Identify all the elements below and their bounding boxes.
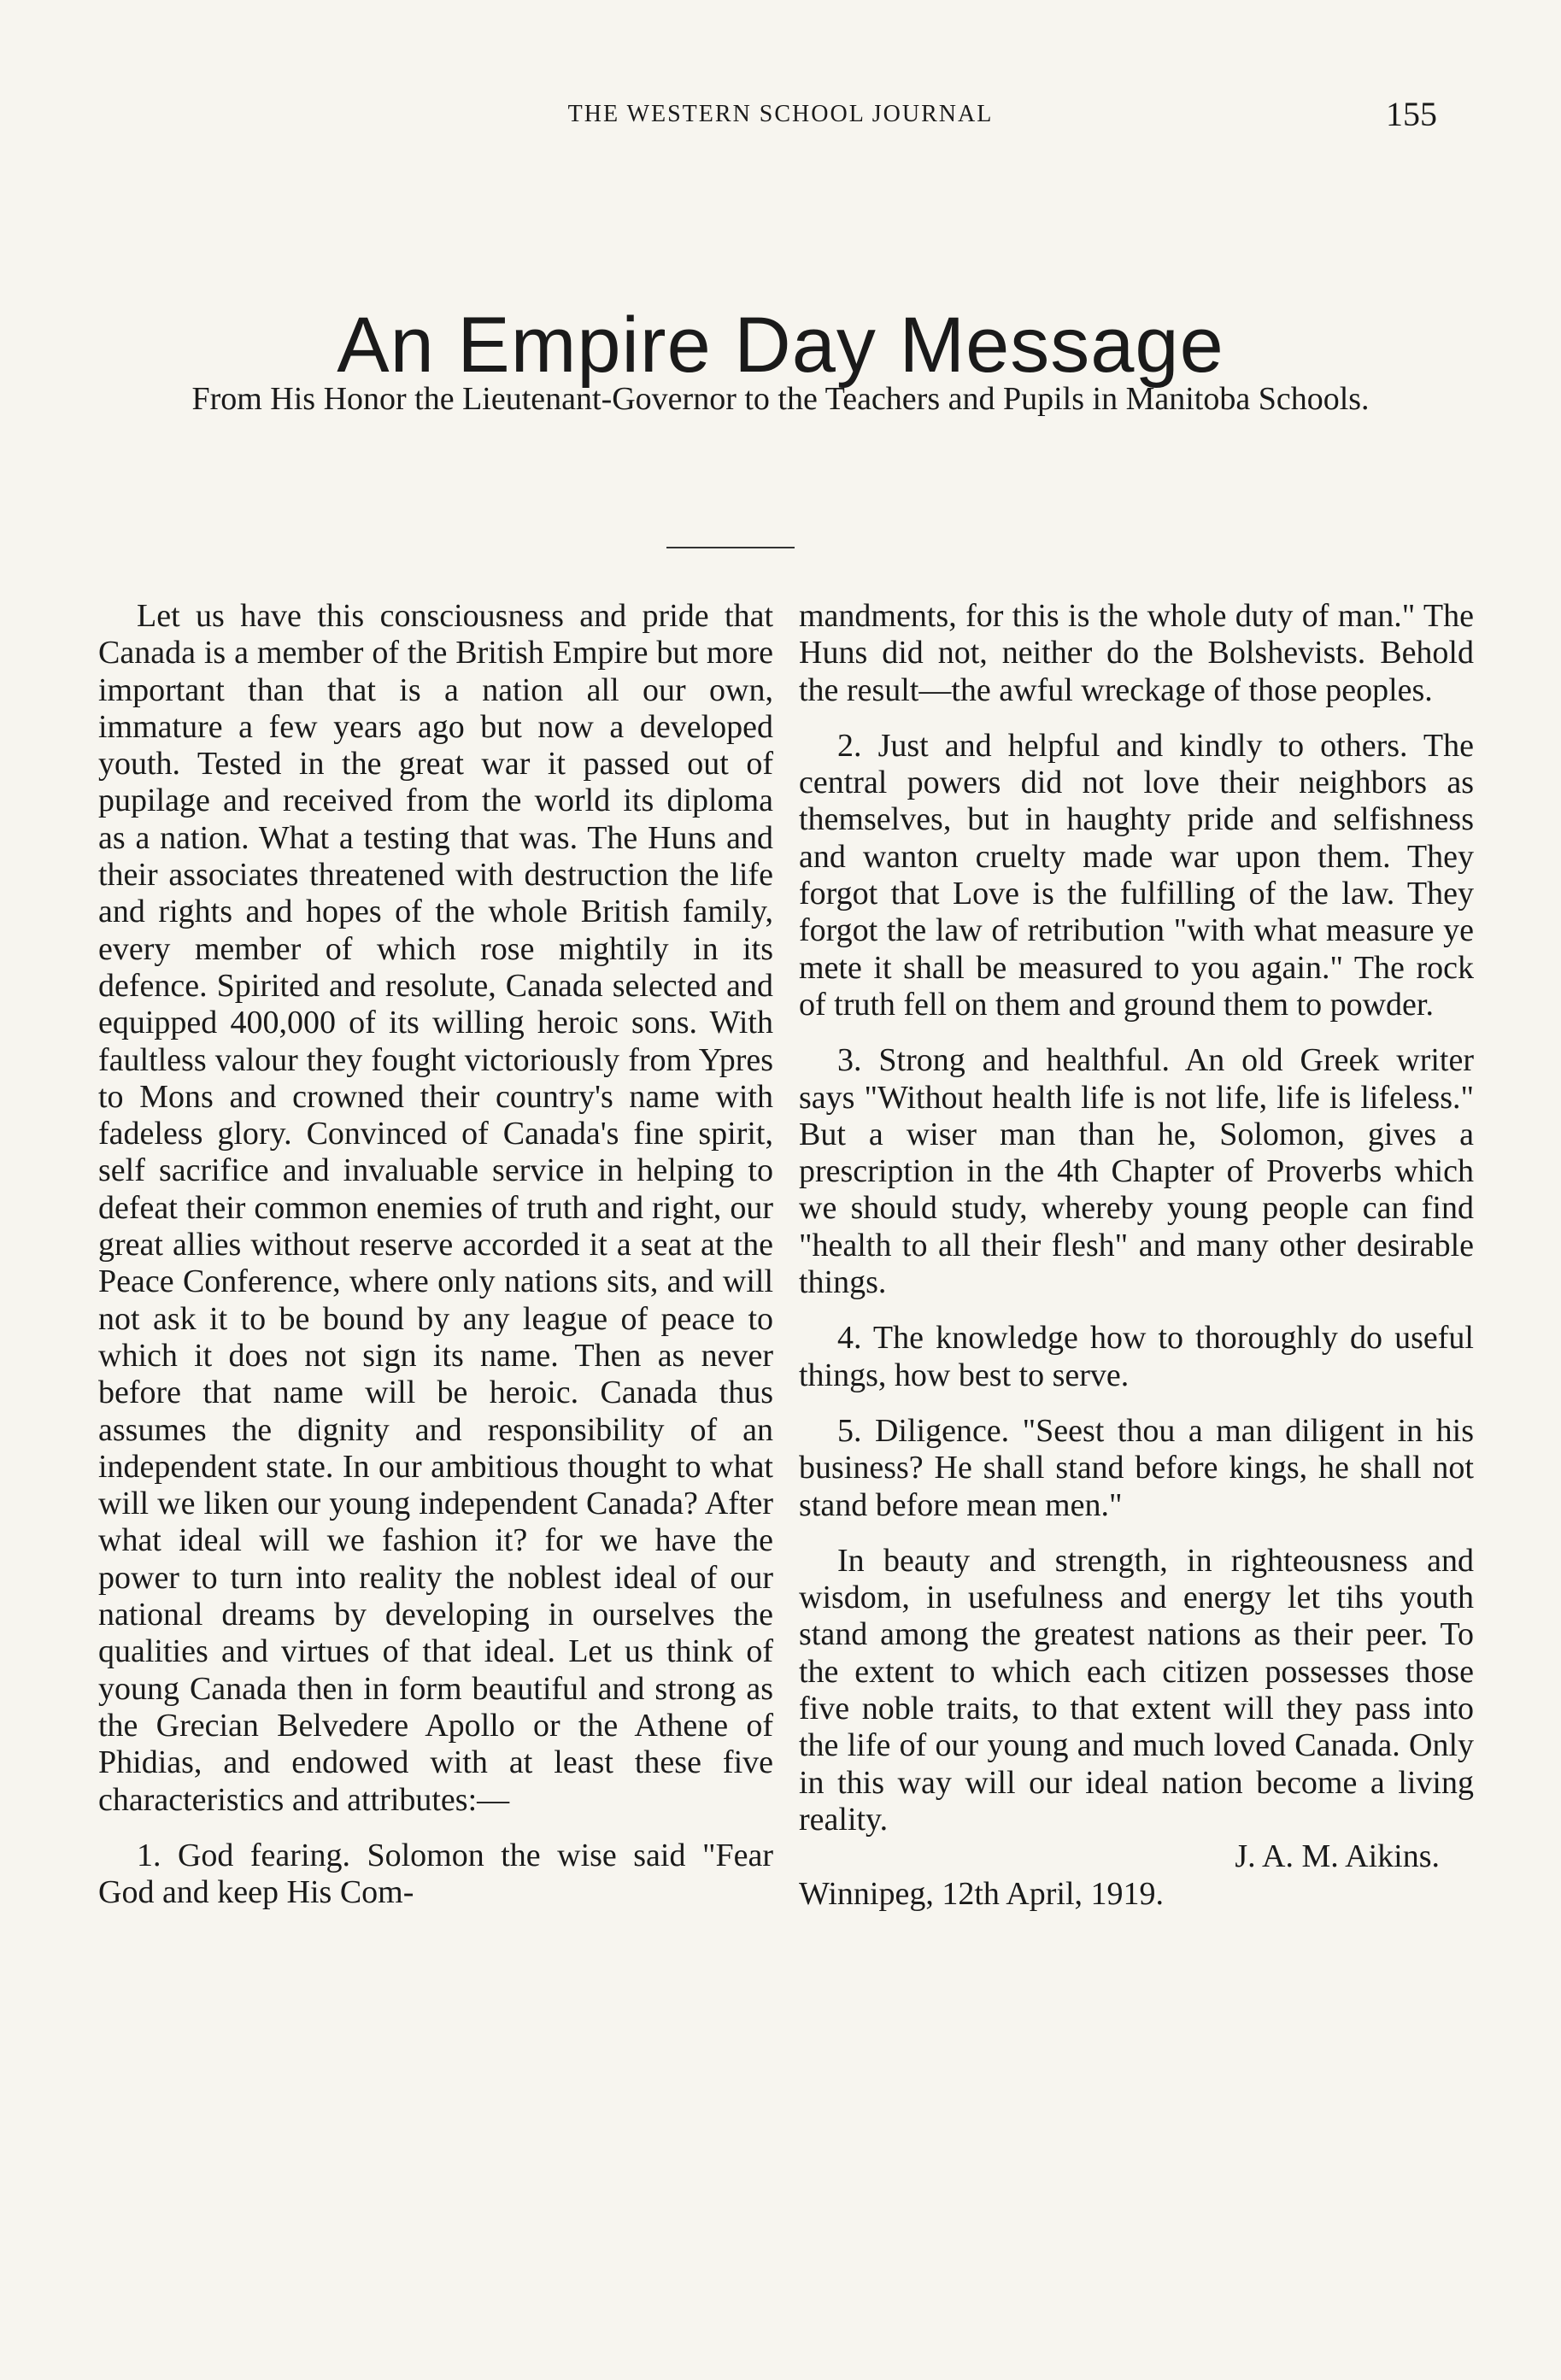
dateline: Winnipeg, 12th April, 1919. — [799, 1875, 1164, 1912]
running-head — [103, 95, 1458, 144]
body-paragraph: mandments, for this is the whole duty of man." The Huns did not, neither do the Bolshevists. Behold the result—the awful wreckage of those peoples. — [799, 598, 1474, 708]
body-paragraph: 4. The knowledge how to thoroughly do useful things, how best to serve. — [799, 1320, 1474, 1393]
article-subtitle: From His Honor the Lieutenant-Governor to the Teachers and Pupils in Manitoba Schools. — [191, 381, 1370, 417]
body-paragraph: 5. Diligence. "Seest thou a man diligent in his business? He shall stand before kings, he shall not stand before mean men." — [799, 1412, 1474, 1523]
left-column — [98, 598, 773, 1911]
body-paragraph: In beauty and strength, in righteousness and wisdom, in usefulness and energy let tihs youth stand among the greatest nations as their peer. To the extent to which each citizen possesses those five noble traits, to that extent will they pass into the life of our young and much loved Canada. Only in this way will our ideal nation become a living reality. — [799, 1542, 1474, 1838]
body-paragraph: 3. Strong and healthful. An old Greek writer says "Without health life is not life, life is lifeless." But a wiser man than he, Solomon, gives a prescription in the 4th Chapter of Proverbs which we should study, whereby young people can find "health to all their flesh" and many other desirable things. — [799, 1042, 1474, 1301]
article-title: An Empire Day Message — [337, 301, 1224, 389]
body-paragraph: Let us have this consciousness and pride that Canada is a member of the British Empire but more important than that is a nation all our own, immature a few years ago but now a developed youth. Tested in the great war it passed out of pupilage and received from the world its diploma as a nation. What a testing that was. The Huns and their associates threatened with destruction the life and rights and hopes of the whole British family, every member of which rose mightily in its defence. Spirited and resolute, Canada selected and equipped 400,000 of its willing heroic sons. With faultless valour they fought victoriously from Ypres to Mons and crowned their country's name with fadeless glory. Convinced of Canada's fine spirit, self sacrifice and invaluable service in helping to defeat their common enemies of truth and right, our great allies without reserve accorded it a seat at the Peace Conference, where only nations sits, and will not ask it to be bound by any league of peace to which it does not sign its name. Then as never before that name will be heroic. Canada thus assumes the dignity and responsibility of an independent state. In our ambitious thought to what will we liken our young independent Canada? After what ideal will we fashion it? for we have the power to turn into reality the noblest ideal of our national dreams by developing in ourselves the qualities and virtues of that ideal. Let us think of young Canada then in form beautiful and strong as the Grecian Belvedere Apollo or the Athene of Phidias, and endowed with at least these five characteristics and attributes:— — [98, 598, 773, 1818]
signature: J. A. M. Aikins. — [1235, 1838, 1440, 1875]
body-paragraph: 2. Just and helpful and kindly to others. The central powers did not love their neighbors as themselves, but in haughty pride and selfishness and wanton cruelty made war upon them. They forgot that Love is the fulfilling of the law. They forgot the law of retribution "with what measure ye mete it shall be measured to you again." The rock of truth fell on them and ground them to powder. — [799, 727, 1474, 1023]
journal-name: THE WESTERN SCHOOL JOURNAL — [567, 101, 994, 127]
divider-rule — [666, 547, 795, 548]
page-number: 155 — [1386, 95, 1437, 133]
right-column — [799, 598, 1474, 1913]
body-paragraph: 1. God fearing. Solomon the wise said "Fear God and keep His Com- — [98, 1837, 773, 1911]
